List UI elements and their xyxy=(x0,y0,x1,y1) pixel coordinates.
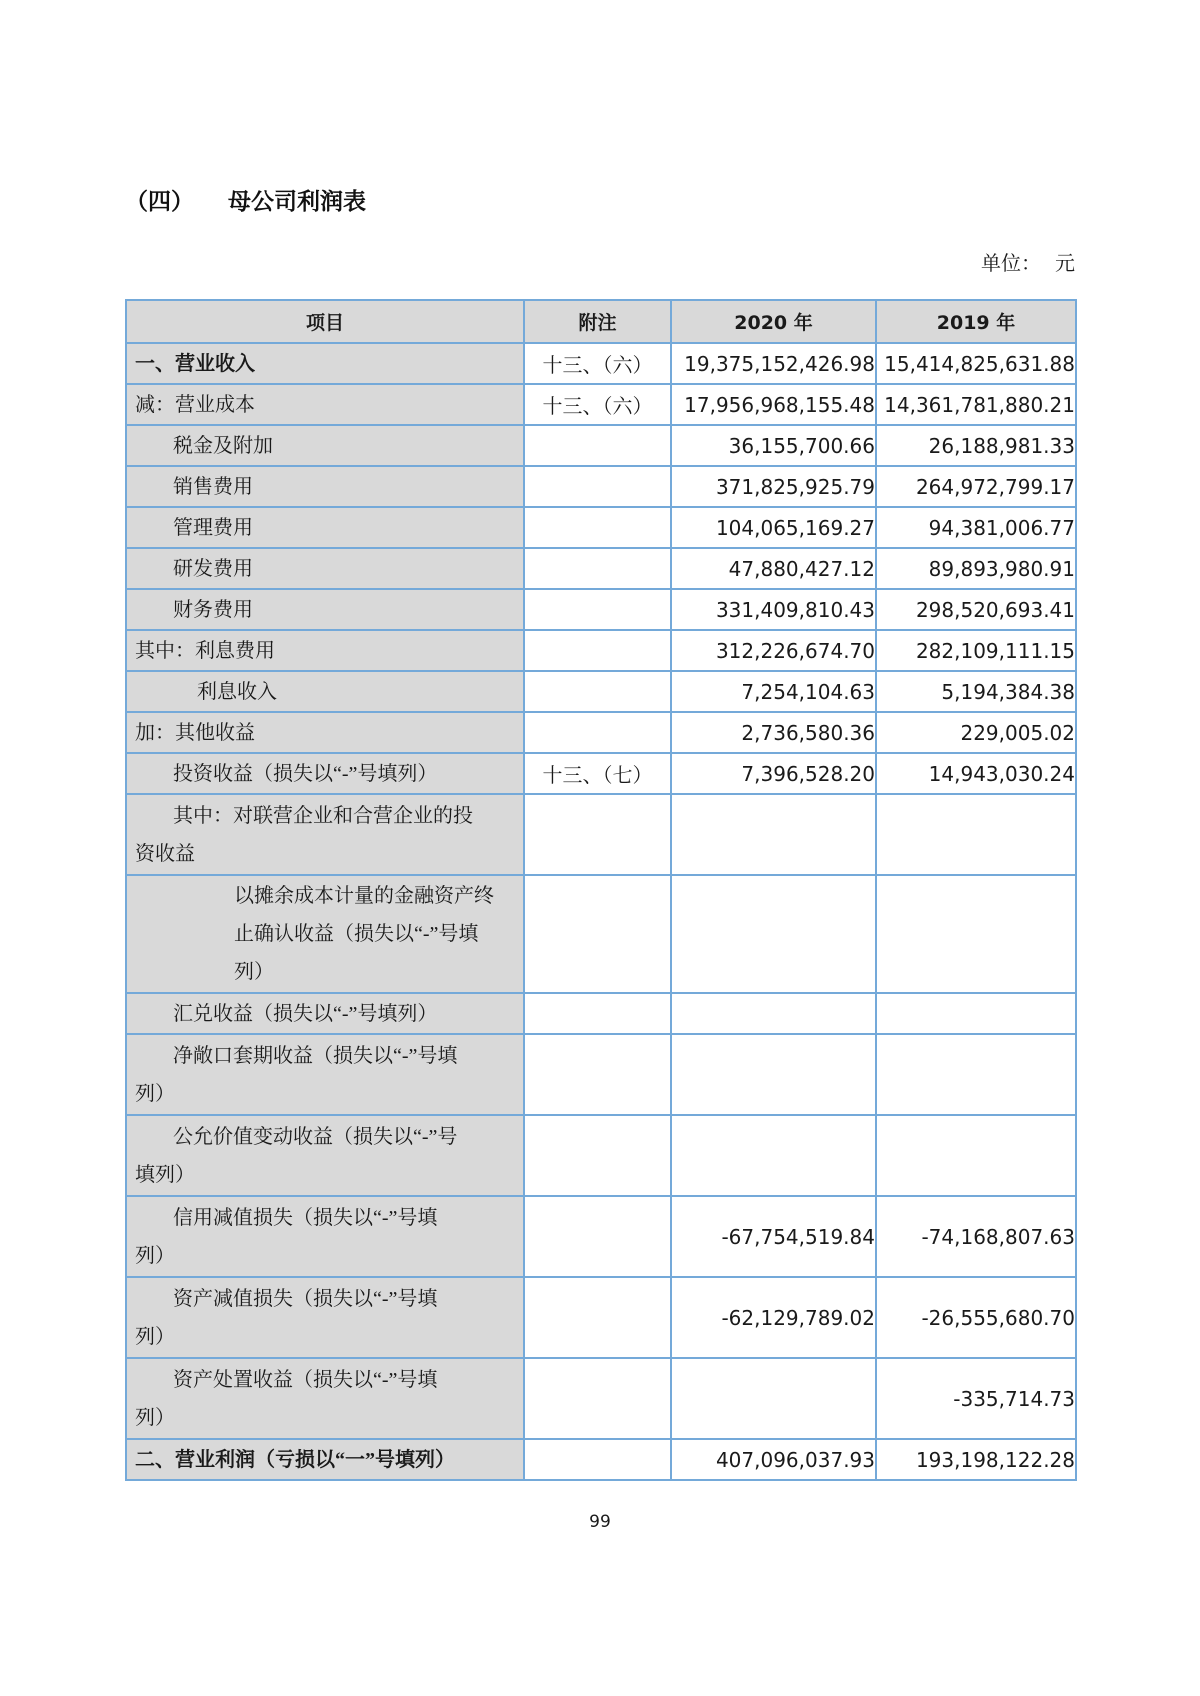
table-row xyxy=(126,993,1076,1034)
item-label-line: 一、营业收入 xyxy=(135,352,255,375)
item-label-line: 汇兑收益（损失以“-”号填列） xyxy=(173,1002,438,1025)
table-row xyxy=(126,1358,1076,1439)
income-statement-table xyxy=(125,299,1077,1481)
page-content xyxy=(125,190,1075,1481)
value-2020-cell: 17,956,968,155.48 xyxy=(671,384,876,425)
value-2020-cell xyxy=(671,1034,876,1115)
item-label-line: 利息收入 xyxy=(197,680,277,703)
table-row xyxy=(126,384,1076,425)
note-cell: 十三、（七） xyxy=(524,753,671,794)
value-2019-cell xyxy=(876,794,1076,875)
item-cell xyxy=(126,343,524,384)
table-row xyxy=(126,630,1076,671)
item-label-line: 列） xyxy=(135,1082,175,1105)
item-cell xyxy=(126,1439,524,1480)
section-title: 母公司利润表 xyxy=(228,189,366,214)
item-label-line: 资收益 xyxy=(135,842,195,865)
item-cell xyxy=(126,1277,524,1358)
note-cell xyxy=(524,671,671,712)
note-cell xyxy=(524,507,671,548)
item-label-line: 管理费用 xyxy=(173,516,253,539)
note-cell xyxy=(524,993,671,1034)
table-row xyxy=(126,343,1076,384)
table-row xyxy=(126,875,1076,993)
value-2019-cell: 15,414,825,631.88 xyxy=(876,343,1076,384)
section-number: （四） xyxy=(125,189,194,214)
item-label-line: 净敞口套期收益（损失以“-”号填 xyxy=(173,1044,458,1067)
col-header-2019: 2019 年 xyxy=(876,300,1076,343)
item-cell xyxy=(126,507,524,548)
item-cell xyxy=(126,993,524,1034)
note-cell xyxy=(524,630,671,671)
item-label-line: 列） xyxy=(234,961,274,983)
value-2019-cell: -74,168,807.63 xyxy=(876,1196,1076,1277)
table-row xyxy=(126,589,1076,630)
table-row xyxy=(126,507,1076,548)
table-row xyxy=(126,794,1076,875)
table-row xyxy=(126,1115,1076,1196)
item-cell xyxy=(126,671,524,712)
item-label-line: 财务费用 xyxy=(173,598,253,621)
item-cell xyxy=(126,794,524,875)
value-2020-cell xyxy=(671,794,876,875)
note-cell xyxy=(524,712,671,753)
table-row xyxy=(126,1034,1076,1115)
value-2019-cell: 264,972,799.17 xyxy=(876,466,1076,507)
note-cell xyxy=(524,1358,671,1439)
value-2020-cell: 312,226,674.70 xyxy=(671,630,876,671)
value-2020-cell: 407,096,037.93 xyxy=(671,1439,876,1480)
table-row xyxy=(126,671,1076,712)
unit-label xyxy=(125,254,1075,274)
note-cell xyxy=(524,875,671,993)
col-header-item: 项目 xyxy=(126,300,524,343)
note-cell xyxy=(524,589,671,630)
item-label-line: 公允价值变动收益（损失以“-”号 xyxy=(173,1125,458,1148)
table-row xyxy=(126,753,1076,794)
item-cell xyxy=(126,466,524,507)
table-body xyxy=(126,343,1076,1480)
item-label-line: 加：其他收益 xyxy=(135,721,255,744)
table-row xyxy=(126,1277,1076,1358)
item-label-line: 研发费用 xyxy=(173,557,253,580)
value-2020-cell: -62,129,789.02 xyxy=(671,1277,876,1358)
value-2019-cell: 94,381,006.77 xyxy=(876,507,1076,548)
item-label-line: 销售费用 xyxy=(173,475,253,498)
value-2020-cell: 7,396,528.20 xyxy=(671,753,876,794)
table-row xyxy=(126,1439,1076,1480)
note-cell xyxy=(524,425,671,466)
value-2019-cell: 193,198,122.28 xyxy=(876,1439,1076,1480)
note-cell xyxy=(524,1115,671,1196)
value-2019-cell: 26,188,981.33 xyxy=(876,425,1076,466)
value-2019-cell: 282,109,111.15 xyxy=(876,630,1076,671)
col-header-note: 附注 xyxy=(524,300,671,343)
item-label-line: 以摊余成本计量的金融资产终 xyxy=(234,885,494,907)
value-2020-cell: 104,065,169.27 xyxy=(671,507,876,548)
value-2019-cell: -26,555,680.70 xyxy=(876,1277,1076,1358)
item-cell xyxy=(126,875,524,993)
item-cell xyxy=(126,1196,524,1277)
item-label-line: 列） xyxy=(135,1406,175,1429)
value-2019-cell: -335,714.73 xyxy=(876,1358,1076,1439)
table-row xyxy=(126,466,1076,507)
item-cell xyxy=(126,630,524,671)
value-2019-cell xyxy=(876,875,1076,993)
item-label-line: 列） xyxy=(135,1325,175,1348)
page-title xyxy=(125,190,1075,214)
value-2020-cell xyxy=(671,993,876,1034)
item-cell xyxy=(126,384,524,425)
unit-value: 元 xyxy=(1055,253,1075,275)
note-cell: 十三、（六） xyxy=(524,343,671,384)
value-2020-cell: 7,254,104.63 xyxy=(671,671,876,712)
unit-prefix: 单位： xyxy=(981,253,1041,275)
table-row xyxy=(126,548,1076,589)
item-cell xyxy=(126,1034,524,1115)
note-cell xyxy=(524,1277,671,1358)
value-2019-cell: 14,361,781,880.21 xyxy=(876,384,1076,425)
table-header-row xyxy=(126,300,1076,343)
note-cell xyxy=(524,1196,671,1277)
item-cell xyxy=(126,589,524,630)
value-2019-cell: 298,520,693.41 xyxy=(876,589,1076,630)
item-label-line: 减：营业成本 xyxy=(135,393,255,416)
value-2020-cell: 47,880,427.12 xyxy=(671,548,876,589)
item-label-line: 填列） xyxy=(135,1163,195,1186)
note-cell xyxy=(524,548,671,589)
note-cell xyxy=(524,1439,671,1480)
item-label-line: 二、营业利润（亏损以“一”号填列） xyxy=(135,1448,455,1471)
item-cell xyxy=(126,425,524,466)
item-label-line: 其中：利息费用 xyxy=(135,639,275,662)
item-label-line: 信用减值损失（损失以“-”号填 xyxy=(173,1206,438,1229)
value-2020-cell xyxy=(671,1358,876,1439)
note-cell xyxy=(524,466,671,507)
value-2020-cell xyxy=(671,1115,876,1196)
item-cell xyxy=(126,548,524,589)
value-2019-cell xyxy=(876,993,1076,1034)
value-2020-cell xyxy=(671,875,876,993)
item-label-line: 资产处置收益（损失以“-”号填 xyxy=(173,1368,438,1391)
value-2019-cell: 89,893,980.91 xyxy=(876,548,1076,589)
item-label-line: 资产减值损失（损失以“-”号填 xyxy=(173,1287,438,1310)
note-cell xyxy=(524,1034,671,1115)
value-2020-cell: 2,736,580.36 xyxy=(671,712,876,753)
table-row xyxy=(126,712,1076,753)
value-2019-cell xyxy=(876,1115,1076,1196)
item-cell xyxy=(126,1358,524,1439)
table-row xyxy=(126,1196,1076,1277)
item-label-line: 列） xyxy=(135,1244,175,1267)
item-label-line: 止确认收益（损失以“-”号填 xyxy=(234,923,479,945)
page-number: 99 xyxy=(589,1512,611,1532)
item-cell xyxy=(126,753,524,794)
value-2019-cell: 14,943,030.24 xyxy=(876,753,1076,794)
note-cell xyxy=(524,794,671,875)
value-2019-cell: 229,005.02 xyxy=(876,712,1076,753)
table-row xyxy=(126,425,1076,466)
value-2020-cell: -67,754,519.84 xyxy=(671,1196,876,1277)
note-cell: 十三、（六） xyxy=(524,384,671,425)
value-2020-cell: 36,155,700.66 xyxy=(671,425,876,466)
value-2020-cell: 371,825,925.79 xyxy=(671,466,876,507)
item-label-line: 其中：对联营企业和合营企业的投 xyxy=(173,804,473,827)
value-2020-cell: 331,409,810.43 xyxy=(671,589,876,630)
item-label-line: 税金及附加 xyxy=(173,434,273,457)
value-2020-cell: 19,375,152,426.98 xyxy=(671,343,876,384)
value-2019-cell: 5,194,384.38 xyxy=(876,671,1076,712)
item-label-line: 投资收益（损失以“-”号填列） xyxy=(173,762,438,785)
item-cell xyxy=(126,1115,524,1196)
col-header-2020: 2020 年 xyxy=(671,300,876,343)
item-cell xyxy=(126,712,524,753)
value-2019-cell xyxy=(876,1034,1076,1115)
